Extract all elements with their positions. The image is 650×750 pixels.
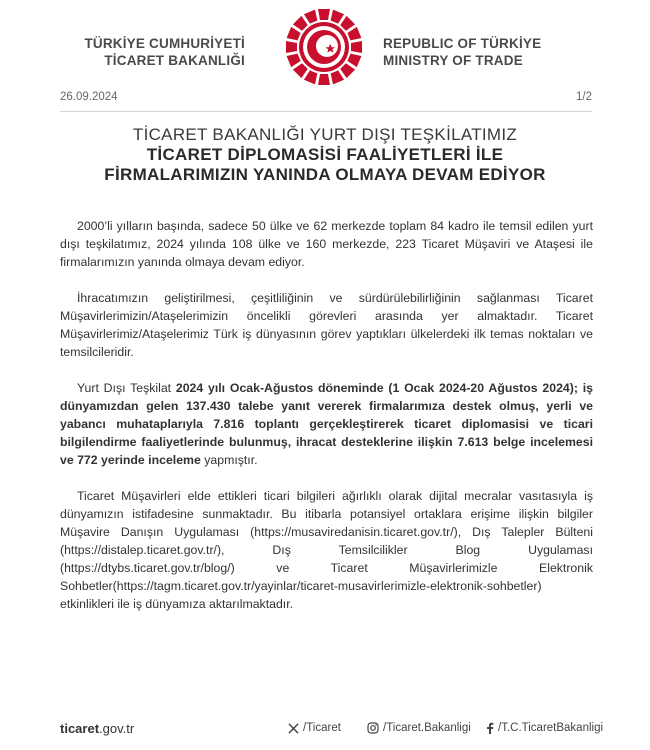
instagram-social-link[interactable] (367, 722, 471, 734)
website-rest: .gov.tr (99, 721, 135, 736)
facebook-social-link[interactable] (486, 722, 603, 734)
paragraph-4: Ticaret Müşavirleri elde ettikleri ticari bilgileri ağırlıklı olarak dijital mecralar vasıtasıyla iş dünyamızın istifadesine sunmaktadır. Bu itibarla potansiyel ortaklara erişime ilişkin bilgiler Müşavire Danışın Uygulaması (https://musaviredanisin.ticaret.gov.tr/), Dış Talepler Bülteni (https://distalep.ticaret.gov.tr/), Dış Temsilcilikler Blog Uygulaması (https://dtybs.ticaret.gov.tr/blog/) ve Ticaret Müşavirlerimizle Elektronik Sohbetler(https://tagm.ticaret.gov.tr/yayinlar/ticaret-musavirlerimizle-elektronik-sohbetler) etkinlikleri ile iş dünyamıza aktarılmaktadır. (60, 489, 593, 611)
press-release-title (40, 125, 610, 185)
ministry-name-en-line2: MINISTRY OF TRADE (383, 53, 523, 68)
x-logo-icon (288, 723, 299, 734)
paragraph-2: İhracatımızın geliştirilmesi, çeşitliliğinin ve sürdürülebilirliğinin sağlanması Ticaret Müşavirlerimizin/Ataşelerimizin öncelikli görevleri arasında yer almaktadır. Ticaret Müşavirlerimiz/Ataşelerimiz Türk iş dünyasının görev yaptıkları ülkelerdeki ilk temas noktaları ve temsilcileridir. (60, 291, 593, 359)
press-release-body (60, 217, 593, 631)
ministry-name-tr-line2: TİCARET BAKANLIĞI (104, 53, 245, 68)
paragraph-3-lead: Yurt Dışı Teşkilat (77, 381, 176, 395)
website-link[interactable] (60, 721, 134, 736)
x-handle: /Ticaret (303, 722, 341, 734)
facebook-handle: /T.C.TicaretBakanligi (498, 722, 604, 734)
ministry-name-tr (84, 35, 245, 69)
document-date: 26.09.2024 (60, 91, 118, 103)
letterhead (0, 0, 650, 90)
ministry-logo-icon (277, 8, 371, 86)
title-line-1: TİCARET BAKANLIĞI YURT DIŞI TEŞKİLATIMIZ (132, 125, 518, 144)
ministry-name-en (383, 35, 541, 69)
paragraph-3-highlight: 2024 yılı Ocak-Ağustos döneminde (1 Ocak 2024-20 Ağustos 2024); iş dünyamızdan gelen 137.430 talebe yanıt vererek firmalarımıza destek olmuş, yerli ve yabancı muhataplarıyla 7.816 toplantı gerçekleştirerek ticaret diplomasisi ve ticari bilgilendirme faaliyetlerinde bulunmuş, ihracat desteklerine ilişkin 7.613 belge incelemesi ve 772 yerinde inceleme (60, 381, 593, 467)
website-bold: ticaret (60, 721, 100, 736)
instagram-icon (367, 722, 379, 734)
title-line-2: TİCARET DİPLOMASİSİ FAALİYETLERİ İLE (146, 145, 504, 164)
footer (0, 720, 650, 742)
page-number: 1/2 (576, 91, 592, 103)
instagram-handle: /Ticaret.Bakanligi (383, 722, 471, 734)
ministry-name-en-line1: REPUBLIC OF TÜRKİYE (383, 36, 542, 51)
document-meta (60, 91, 592, 105)
facebook-icon (486, 722, 494, 734)
paragraph-3-tail: yapmıştır. (200, 453, 258, 467)
x-social-link[interactable] (288, 722, 341, 734)
title-line-3: FİRMALARIMIZIN YANINDA OLMAYA DEVAM EDİYOR (104, 165, 546, 184)
paragraph-1: 2000’li yılların başında, sadece 50 ülke ve 62 merkezde toplam 84 kadro ile temsil edilen yurt dışı teşkilatımız, 2024 yılında 108 ülke ve 160 merkezde, 223 Ticaret Müşaviri ve Ataşesi ile firmalarımızın yanında olmaya devam ediyor. (60, 219, 593, 269)
paragraph-3 (60, 379, 593, 469)
header-divider (60, 111, 592, 112)
ministry-name-tr-line1: TÜRKİYE CUMHURİYETİ (84, 36, 245, 51)
